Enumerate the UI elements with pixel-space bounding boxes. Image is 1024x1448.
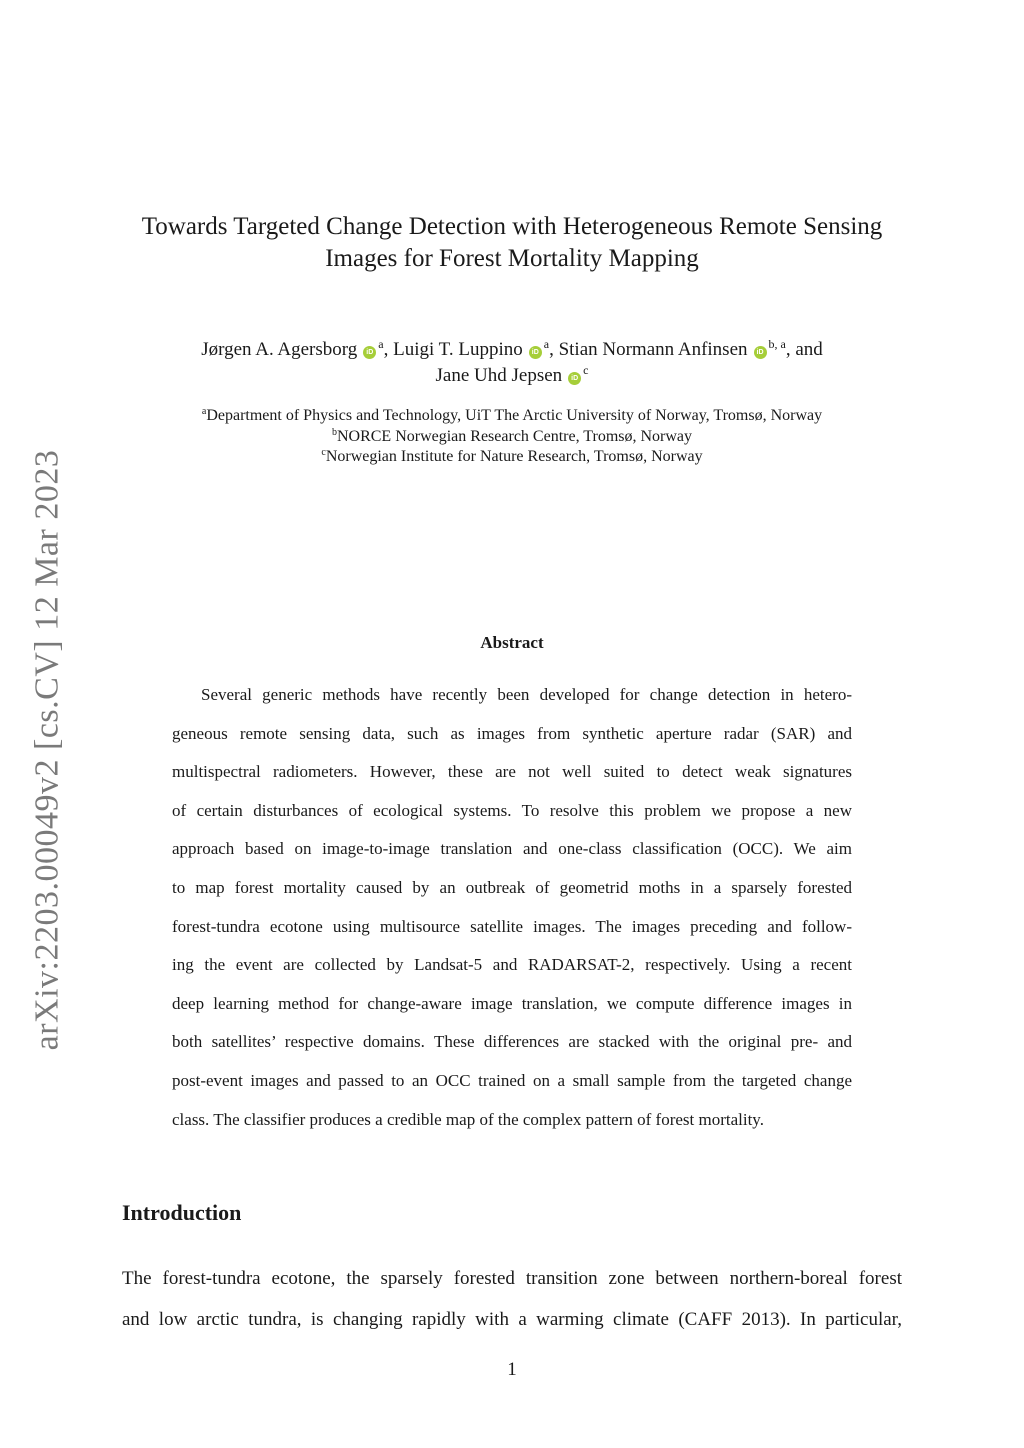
abstract-heading: Abstract	[480, 633, 544, 652]
affiliation-mark: a	[201, 406, 207, 417]
orcid-icon[interactable]: iD	[754, 346, 767, 359]
author-affil-mark-3: b, a	[768, 337, 786, 351]
introduction-heading: Introduction	[122, 1200, 242, 1225]
abstract-line: of certain disturbances of ecological systems. To resolve this problem we propose a new	[172, 800, 852, 820]
orcid-icon[interactable]: iD	[529, 346, 542, 359]
abstract-line: multispectral radiometers. However, these are not well suited to detect weak signatures	[172, 762, 852, 782]
introduction-body	[122, 1264, 902, 1346]
abstract-line: both satellites’ respective domains. These differences are stacked with the original pre- and	[172, 1032, 852, 1052]
affiliation-text: NORCE Norwegian Research Centre, Tromsø, Norway	[336, 427, 693, 445]
author-line-1	[110, 337, 914, 363]
author-affil-mark-1: a	[378, 337, 384, 351]
abstract-line: ing the event are collected by Landsat-5 and RADARSAT-2, respectively. Using a recent	[172, 955, 852, 975]
affiliation-a	[110, 406, 914, 427]
orcid-icon[interactable]: iD	[568, 372, 581, 385]
author-name-3: , Stian Normann Anfinsen	[549, 339, 748, 360]
abstract-line: Several generic methods have recently been developed for change detection in hetero-	[201, 685, 852, 704]
author-list-conjunction: , and	[785, 339, 823, 360]
page-number: 1	[507, 1359, 517, 1380]
author-affil-mark-4: c	[583, 363, 589, 377]
title-line-1: Towards Targeted Change Detection with Heterogeneous Remote Sensing	[141, 213, 883, 240]
affiliation-text: Norwegian Institute for Nature Research, Tromsø, Norway	[325, 448, 703, 465]
arxiv-id-text: arXiv:2203.00049v2 [cs.CV] 12 Mar 2023	[28, 449, 66, 1051]
abstract-line: class. The classifier produces a credible map of the complex pattern of forest mortality.	[172, 1109, 764, 1129]
author-name-2: , Luigi T. Luppino	[383, 339, 523, 360]
author-affil-mark-2: a	[543, 337, 550, 351]
author-list	[110, 337, 914, 389]
affiliation-mark: c	[321, 447, 326, 458]
abstract-line: deep learning method for change-aware image translation, we compute difference images in	[172, 993, 852, 1013]
abstract-line: approach based on image-to-image translation and one-class classification (OCC). We aim	[172, 839, 852, 859]
abstract-line: forest-tundra ecotone using multisource satellite images. The images preceding and follow-	[172, 916, 852, 936]
body-line: The forest-tundra ecotone, the sparsely forested transition zone between northern-boreal forest	[122, 1268, 902, 1289]
title-line-2: Images for Forest Mortality Mapping	[325, 245, 699, 272]
body-line: and low arctic tundra, is changing rapidly with a warming climate (CAFF 2013). In particular,	[122, 1309, 902, 1330]
paper-title	[110, 211, 914, 275]
affiliation-list	[110, 406, 914, 468]
orcid-icon[interactable]: iD	[363, 346, 376, 359]
abstract-line: to map forest mortality caused by an outbreak of geometrid moths in a sparsely forested	[172, 877, 852, 897]
abstract-line: geneous remote sensing data, such as images from synthetic aperture radar (SAR) and	[172, 723, 852, 743]
abstract-body	[172, 680, 852, 1143]
abstract-line: post-event images and passed to an OCC trained on a small sample from the targeted change	[172, 1070, 852, 1090]
author-line-2	[110, 363, 914, 389]
affiliation-c	[110, 447, 914, 468]
arxiv-stamp	[22, 445, 72, 1055]
affiliation-mark: b	[331, 426, 337, 438]
affiliation-b	[110, 427, 914, 448]
affiliation-text: Department of Physics and Technology, UiT The Arctic University of Norway, Tromsø, Norway	[206, 407, 823, 424]
author-name-4: Jane Uhd Jepsen	[435, 365, 563, 386]
author-name-1: Jørgen A. Agersborg	[201, 339, 358, 360]
